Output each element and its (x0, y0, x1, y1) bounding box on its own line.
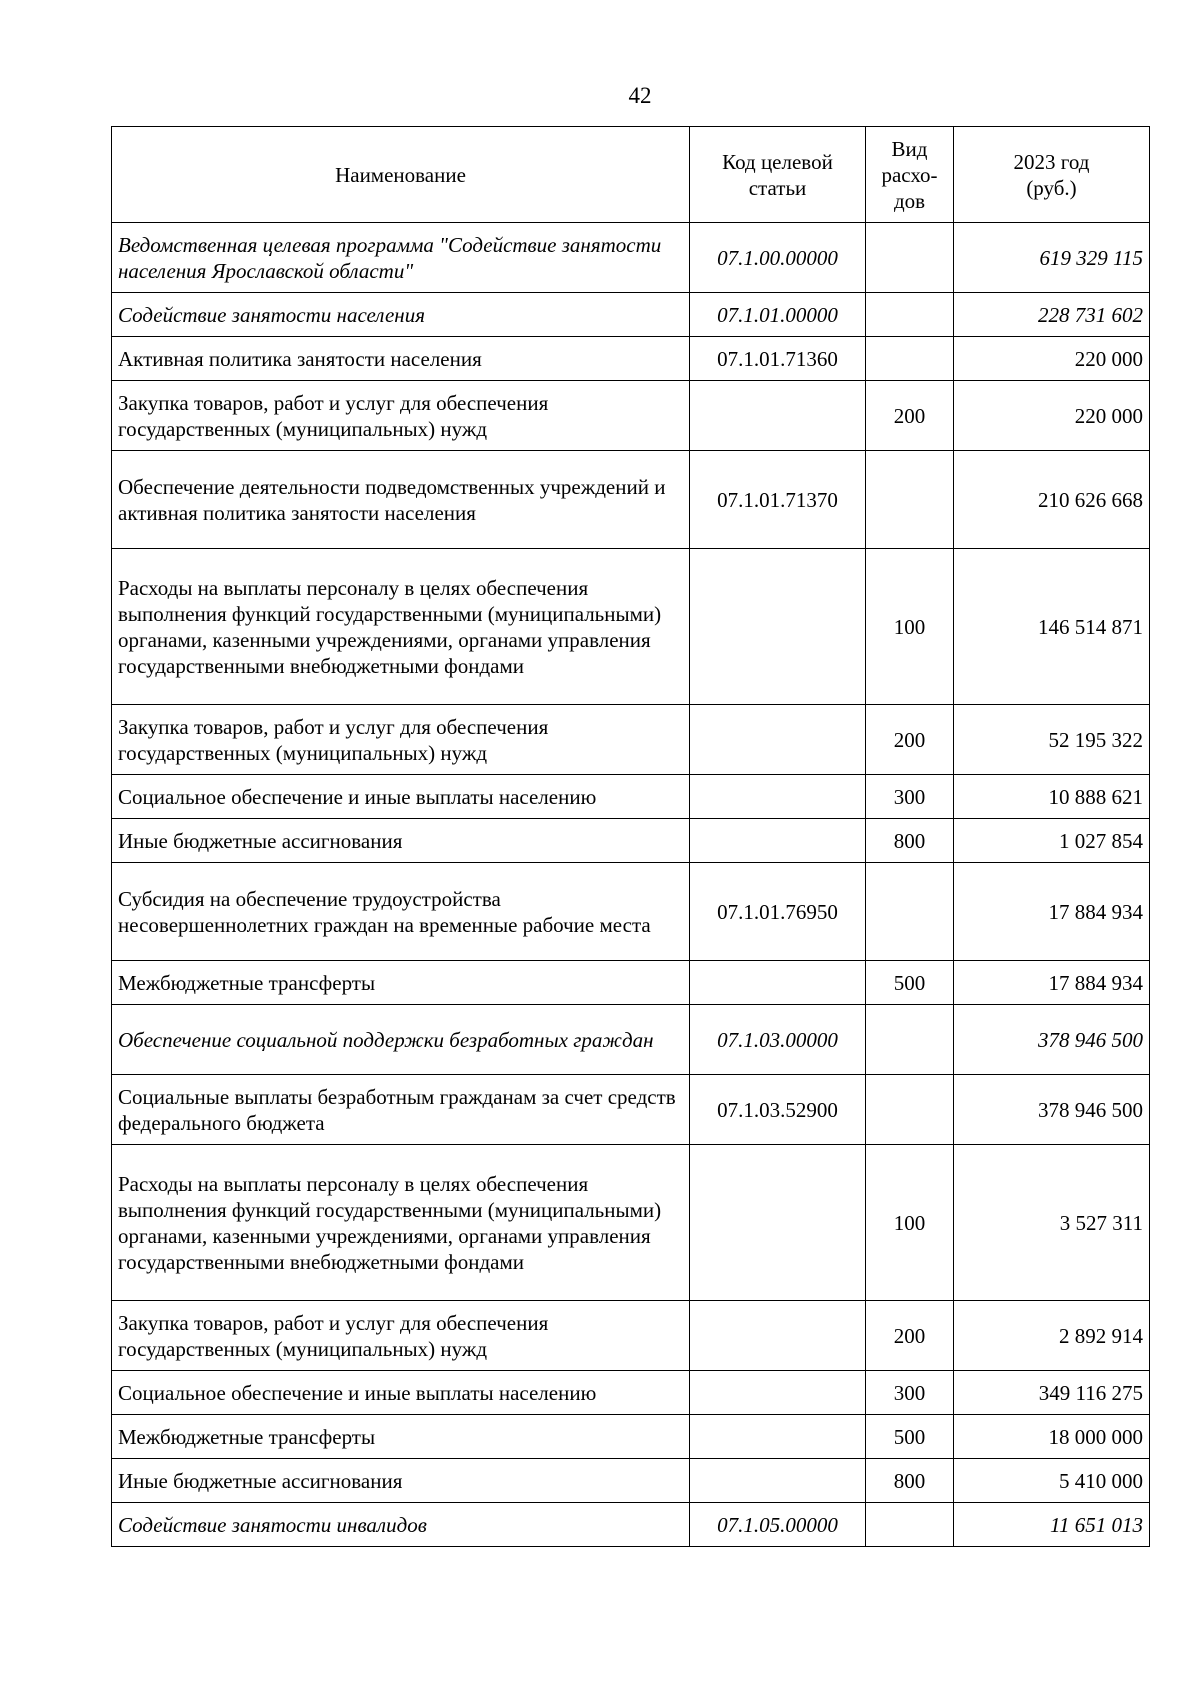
row-amount: 220 000 (954, 337, 1150, 381)
row-code (690, 1371, 866, 1415)
row-code: 07.1.05.00000 (690, 1503, 866, 1547)
row-code (690, 549, 866, 705)
row-code (690, 819, 866, 863)
row-name: Иные бюджетные ассигнования (112, 1459, 690, 1503)
row-amount: 18 000 000 (954, 1415, 1150, 1459)
row-name: Обеспечение социальной поддержки безработных граждан (112, 1005, 690, 1075)
table-row (112, 1301, 1150, 1371)
row-amount: 17 884 934 (954, 863, 1150, 961)
row-amount: 52 195 322 (954, 705, 1150, 775)
row-amount: 210 626 668 (954, 451, 1150, 549)
row-code (690, 1415, 866, 1459)
header-year: 2023 год (руб.) (954, 127, 1150, 223)
row-amount: 228 731 602 (954, 293, 1150, 337)
table-row (112, 705, 1150, 775)
row-code: 07.1.00.00000 (690, 223, 866, 293)
row-name: Обеспечение деятельности подведомственных учреждений и активная политика занятости населения (112, 451, 690, 549)
row-name: Межбюджетные трансферты (112, 961, 690, 1005)
table-row (112, 961, 1150, 1005)
table-row (112, 293, 1150, 337)
table-row (112, 1503, 1150, 1547)
row-amount: 3 527 311 (954, 1145, 1150, 1301)
row-code (690, 775, 866, 819)
row-type (866, 1075, 954, 1145)
row-amount: 146 514 871 (954, 549, 1150, 705)
row-code (690, 1301, 866, 1371)
row-type: 200 (866, 705, 954, 775)
header-code: Код целевой статьи (690, 127, 866, 223)
row-type: 800 (866, 1459, 954, 1503)
row-code: 07.1.03.52900 (690, 1075, 866, 1145)
row-amount: 1 027 854 (954, 819, 1150, 863)
row-amount: 378 946 500 (954, 1075, 1150, 1145)
table-row (112, 775, 1150, 819)
row-code (690, 1459, 866, 1503)
row-name: Активная политика занятости населения (112, 337, 690, 381)
row-amount: 17 884 934 (954, 961, 1150, 1005)
row-name: Субсидия на обеспечение трудоустройства несовершеннолетних граждан на временные рабочие места (112, 863, 690, 961)
row-code: 07.1.01.71360 (690, 337, 866, 381)
row-code (690, 381, 866, 451)
header-row (112, 127, 1150, 223)
row-code (690, 705, 866, 775)
row-amount: 619 329 115 (954, 223, 1150, 293)
row-code: 07.1.01.76950 (690, 863, 866, 961)
row-code: 07.1.03.00000 (690, 1005, 866, 1075)
row-code (690, 961, 866, 1005)
row-type (866, 1005, 954, 1075)
row-type: 100 (866, 549, 954, 705)
row-name: Социальное обеспечение и иные выплаты населению (112, 775, 690, 819)
row-type (866, 1503, 954, 1547)
row-amount: 378 946 500 (954, 1005, 1150, 1075)
row-name: Социальное обеспечение и иные выплаты населению (112, 1371, 690, 1415)
table-row (112, 1371, 1150, 1415)
budget-table (111, 126, 1150, 1547)
row-amount: 349 116 275 (954, 1371, 1150, 1415)
row-type: 300 (866, 775, 954, 819)
row-code: 07.1.01.00000 (690, 293, 866, 337)
table-row (112, 1415, 1150, 1459)
row-amount: 11 651 013 (954, 1503, 1150, 1547)
row-name: Расходы на выплаты персоналу в целях обеспечения выполнения функций государственными (муниципальными) органами, казенными учреждениями, органами управления государственными внебюджетными фондами (112, 1145, 690, 1301)
row-name: Расходы на выплаты персоналу в целях обеспечения выполнения функций государственными (муниципальными) органами, казенными учреждениями, органами управления государственными внебюджетными фондами (112, 549, 690, 705)
row-type: 500 (866, 1415, 954, 1459)
row-name: Иные бюджетные ассигнования (112, 819, 690, 863)
table-row (112, 451, 1150, 549)
row-type (866, 293, 954, 337)
row-type: 300 (866, 1371, 954, 1415)
table-row (112, 549, 1150, 705)
row-amount: 5 410 000 (954, 1459, 1150, 1503)
row-name: Социальные выплаты безработным гражданам за счет средств федерального бюджета (112, 1075, 690, 1145)
row-type (866, 337, 954, 381)
table-row (112, 1005, 1150, 1075)
table-row (112, 381, 1150, 451)
row-name: Ведомственная целевая программа "Содействие занятости населения Ярославской области" (112, 223, 690, 293)
table-row (112, 337, 1150, 381)
row-type: 200 (866, 381, 954, 451)
row-type: 200 (866, 1301, 954, 1371)
row-name: Межбюджетные трансферты (112, 1415, 690, 1459)
row-amount: 220 000 (954, 381, 1150, 451)
header-name: Наименование (112, 127, 690, 223)
table-row (112, 1459, 1150, 1503)
row-name: Закупка товаров, работ и услуг для обеспечения государственных (муниципальных) нужд (112, 705, 690, 775)
table-row (112, 223, 1150, 293)
row-type: 800 (866, 819, 954, 863)
row-amount: 2 892 914 (954, 1301, 1150, 1371)
row-name: Содействие занятости инвалидов (112, 1503, 690, 1547)
table-row (112, 1075, 1150, 1145)
row-name: Содействие занятости населения (112, 293, 690, 337)
row-name: Закупка товаров, работ и услуг для обеспечения государственных (муниципальных) нужд (112, 1301, 690, 1371)
row-type (866, 451, 954, 549)
table-row (112, 863, 1150, 961)
header-type: Вид расхо- дов (866, 127, 954, 223)
table-row (112, 819, 1150, 863)
page-number: 42 (628, 83, 652, 108)
row-type: 100 (866, 1145, 954, 1301)
row-code: 07.1.01.71370 (690, 451, 866, 549)
row-amount: 10 888 621 (954, 775, 1150, 819)
row-type (866, 863, 954, 961)
row-type: 500 (866, 961, 954, 1005)
row-code (690, 1145, 866, 1301)
row-name: Закупка товаров, работ и услуг для обеспечения государственных (муниципальных) нужд (112, 381, 690, 451)
table-row (112, 1145, 1150, 1301)
row-type (866, 223, 954, 293)
